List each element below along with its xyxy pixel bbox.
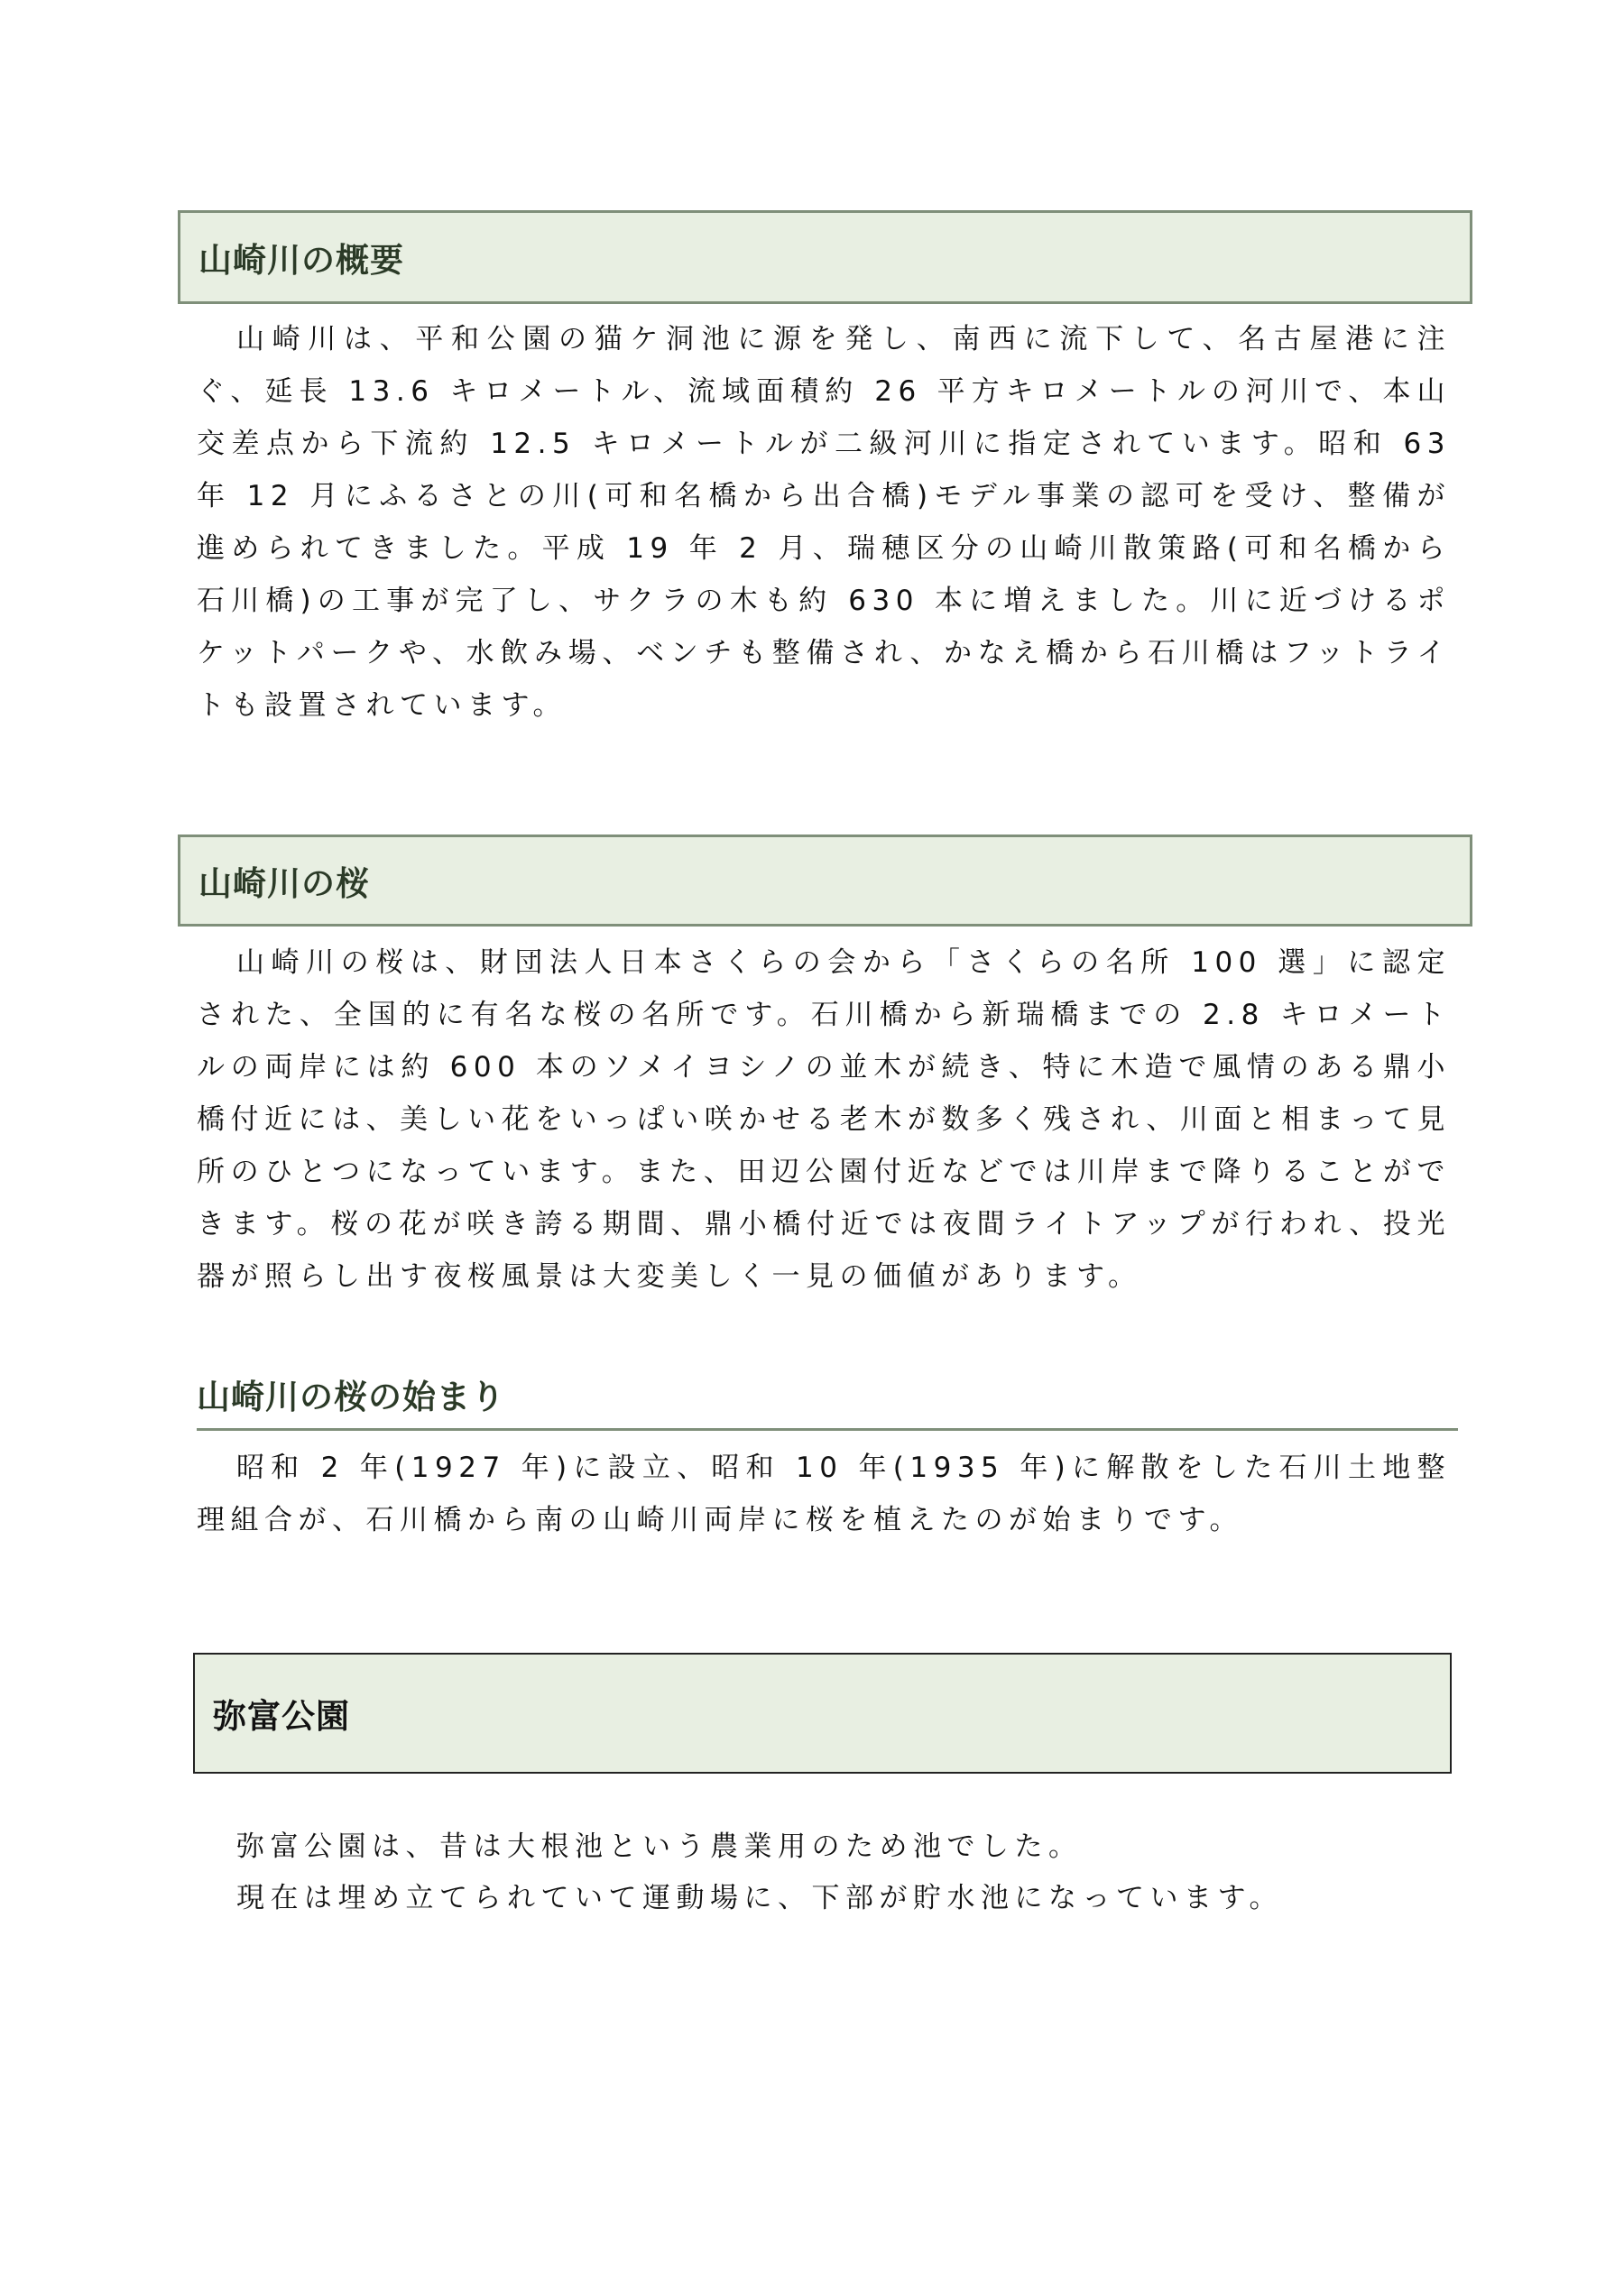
section-body-origin: 昭和 2 年(1927 年)に設立、昭和 10 年(1935 年)に解散をした石川土地整理組合が、石川橋から南の山崎川両岸に桜を植えたのが始まりです。 xyxy=(197,1452,1451,1536)
section-body-yatomi-line2: 現在は埋め立てられていて運動場に、下部が貯水池になっています。 xyxy=(236,1882,1284,1914)
section-body-overview: 山崎川は、平和公園の猫ケ洞池に源を発し、南西に流下して、名古屋港に注ぐ、延長 13.6 キロメートル、流域面積約 26 平方キロメートルの河川で、本山交差点から下流約 12.5 キロメートルが二級河川に指定されています。昭和 63 年 12 月にふるさとの川(可和名橋から出合橋)モデル事業の認可を受け、整備が進められてきました。平成 19 年 2 月、瑞穂区分の山崎川散策路(可和名橋から石川橋)の工事が完了し、サクラの木も約 630 本に増えました。川に近づけるポケットパークや、水飲み場、ベンチも整備され、かなえ橋から石川橋はフットライトも設置されています。 xyxy=(197,323,1451,722)
section-title: 山崎川の桜 xyxy=(198,864,370,903)
section-body-sakura: 山崎川の桜は、財団法人日本さくらの会から「さくらの名所 100 選」に認定された、全国的に有名な桜の名所です。石川橋から新瑞橋までの 2.8 キロメートルの両岸には約 600 本のソメイヨシノの並木が続き、特に木造で風情のある鼎小橋付近には、美しい花をいっぱい咲かせる老木が数多く残され、川面と相まって見所のひとつになっています。また、田辺公園付近などでは川岸まで降りることができます。桜の花が咲き誇る期間、鼎小橋付近では夜間ライトアップが行われ、投光器が照らし出す夜桜風景は大変美しく一見の価値があります。 xyxy=(197,946,1451,1293)
section-heading-yatomi xyxy=(193,1653,1452,1774)
section-title: 弥富公園 xyxy=(213,1697,350,1736)
section-title: 山崎川の概要 xyxy=(198,241,404,280)
section-heading-overview xyxy=(178,210,1472,304)
section-title: 山崎川の桜の始まり xyxy=(197,1378,505,1416)
section-heading-origin xyxy=(197,1369,1458,1431)
section-body-yatomi-line1: 弥富公園は、昔は大根池という農業用のため池でした。 xyxy=(236,1830,1083,1863)
section-heading-sakura xyxy=(178,834,1472,927)
